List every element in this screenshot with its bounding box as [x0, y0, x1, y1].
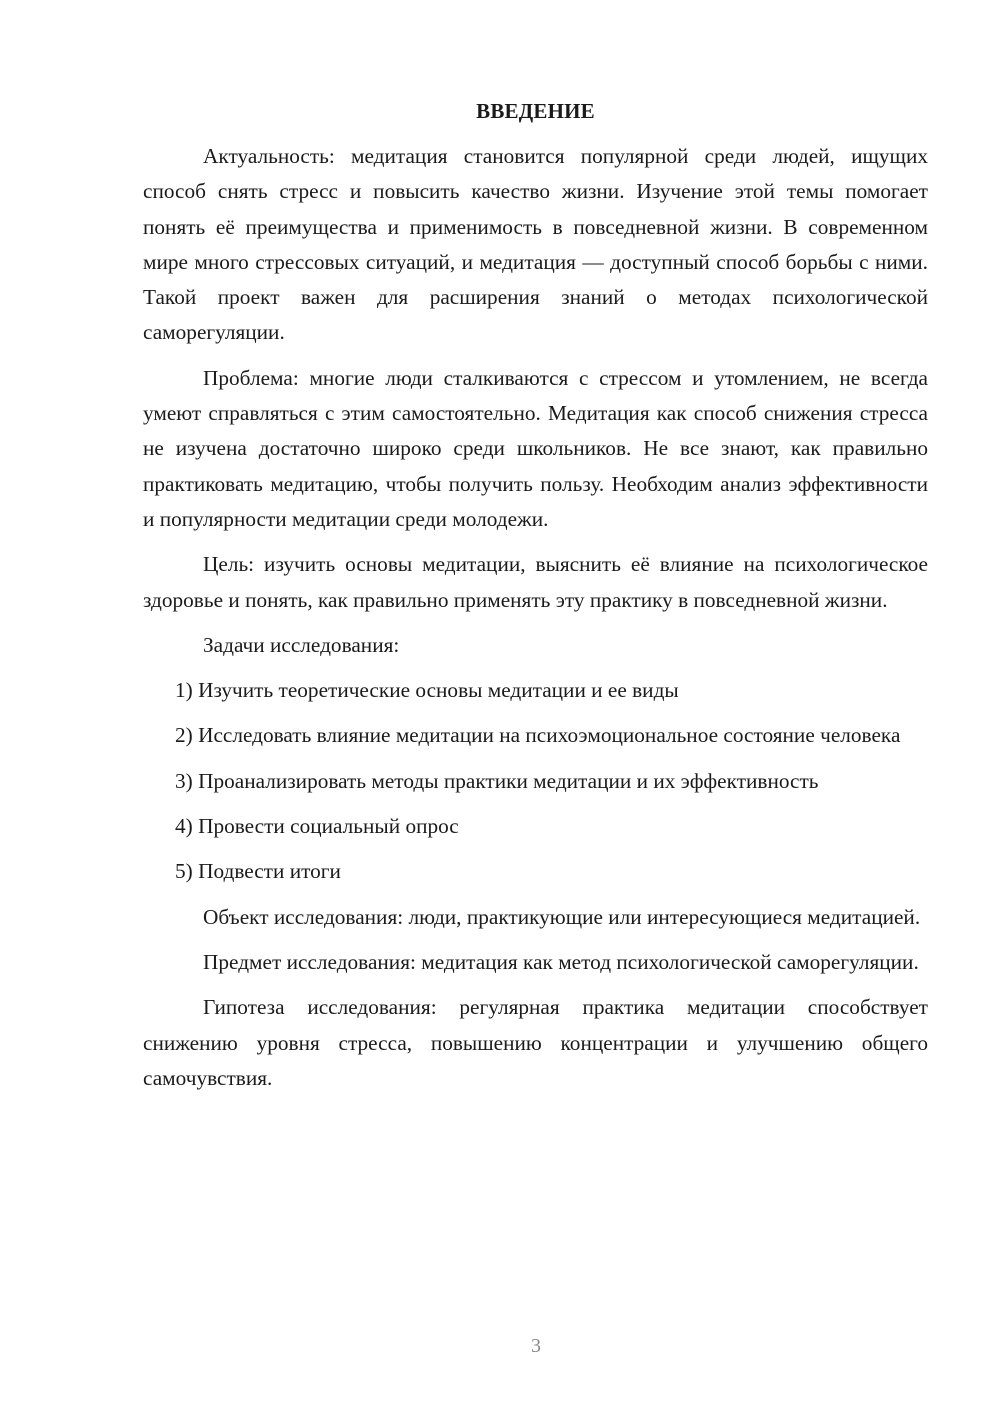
- page-content: [143, 94, 928, 1106]
- tasks-heading: Задачи исследования:: [203, 632, 400, 657]
- object-paragraph: Объект исследования: люди, практикующие или интересующиеся медитацией.: [203, 904, 921, 929]
- page-number: 3: [531, 1335, 541, 1357]
- relevance-paragraph: Актуальность: медитация становится популярной среди людей, ищущих способ снять стресс и повысить качество жизни. Изучение этой темы помогает понять её преимущества и применимость в повседневной жизни. В современном мире много стрессовых ситуаций, и медитация — доступный способ борьбы с ними. Такой проект важен для расширения знаний о методах психологической саморегуляции.: [143, 144, 928, 345]
- problem-paragraph: Проблема: многие люди сталкиваются с стрессом и утомлением, не всегда умеют справляться с этим самостоятельно. Медитация как способ снижения стресса не изучена достаточно широко среди школьников. Не все знают, как правильно практиковать медитацию, чтобы получить пользу. Необходим анализ эффективности и популярности медитации среди молодежи.: [143, 365, 928, 531]
- task-item: 2) Исследовать влияние медитации на психоэмоциональное состояние человека: [175, 723, 901, 748]
- task-item: 5) Подвести итоги: [175, 859, 341, 884]
- task-item: 3) Проанализировать методы практики медитации и их эффективность: [175, 768, 819, 793]
- goal-paragraph: Цель: изучить основы медитации, выяснить её влияние на психологическое здоровье и понять, как правильно применять эту практику в повседневной жизни.: [143, 552, 928, 612]
- hypothesis-paragraph: Гипотеза исследования: регулярная практика медитации способствует снижению уровня стресса, повышению концентрации и улучшению общего самочувствия.: [143, 995, 928, 1090]
- page-title: ВВЕДЕНИЕ: [476, 99, 595, 123]
- task-item: 1) Изучить теоретические основы медитации и ее виды: [175, 678, 679, 703]
- task-item: 4) Провести социальный опрос: [175, 814, 459, 839]
- subject-paragraph: Предмет исследования: медитация как метод психологической саморегуляции.: [203, 949, 919, 974]
